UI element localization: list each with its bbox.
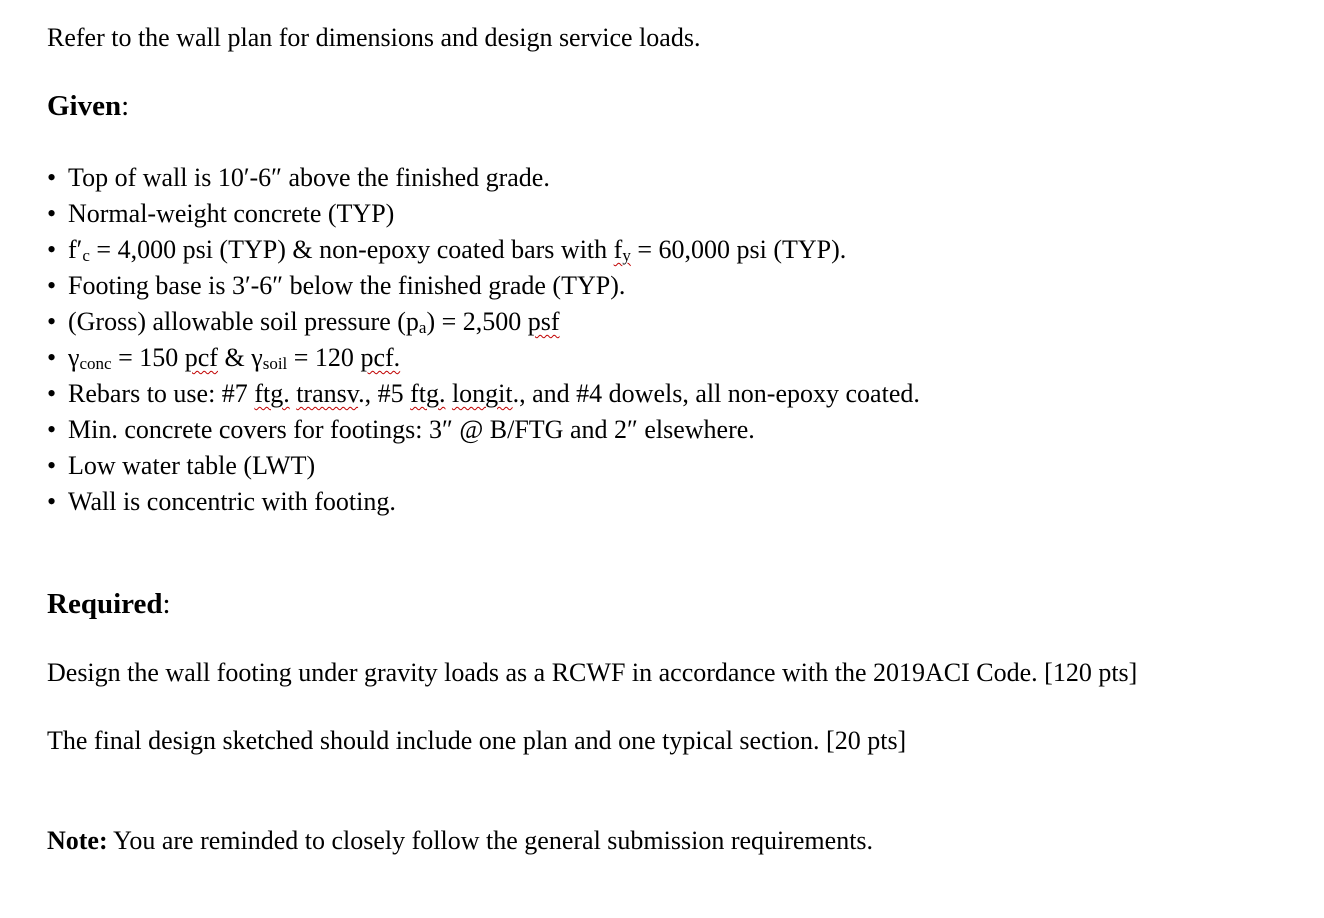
soil-pressure-value: ) = 2,500 [426,307,528,336]
conc-subscript: conc [79,354,112,373]
soil-pressure-text: (Gross) allowable soil pressure (p [68,307,419,336]
ampersand: & [217,343,252,372]
required-sketch-text: The final design sketched should include one plan and one typical section. [20 pts] [47,726,907,755]
bullet-icon: • [47,415,57,444]
rebars-mid: ., #5 [358,379,411,408]
bullet-icon: • [47,343,57,372]
fc-symbol: f′ [68,235,83,264]
given-item-water-table [47,448,920,484]
fc-subscript: c [82,246,90,265]
required-heading [47,586,171,622]
fy-text: = 60,000 psi (TYP). [630,235,847,264]
given-item-rebars [47,376,920,412]
pcf-unit-soil: pcf. [360,343,401,372]
pcf-unit-conc: pcf [184,343,218,372]
given-item-top-of-wall [47,160,920,196]
given-heading [47,88,129,124]
rebars-pre: Rebars to use: #7 [68,379,255,408]
required-heading-label: Required [47,588,163,620]
ftg-abbrev-2: ftg. [410,379,446,408]
gamma-conc-symbol: γ [68,343,80,372]
bullet-icon: • [47,235,57,264]
given-item-covers [47,412,920,448]
rebars-post: ., and #4 dowels, all non-epoxy coated. [512,379,920,408]
given-heading-colon: : [121,90,130,122]
covers-text: Min. concrete covers for footings: 3″ @ B/FTG and 2″ elsewhere. [68,415,755,444]
note-text: You are reminded to closely follow the general submission requirements. [107,826,874,855]
bullet-icon: • [47,451,57,480]
required-heading-colon: : [162,588,171,620]
given-item-material-strengths [47,232,920,268]
fy-subscript: y [622,246,631,265]
note-line [47,823,873,859]
given-heading-label: Given [47,90,122,122]
bullet-icon: • [47,307,57,336]
required-design-text: Design the wall footing under gravity loads as a RCWF in accordance with the 2019ACI Code. [120 pts] [47,658,1138,687]
bullet-icon: • [47,379,57,408]
longit-abbrev: longit [451,379,513,408]
bullet-icon: • [47,163,57,192]
given-item-soil-pressure [47,304,920,340]
fc-text: = 4,000 psi (TYP) & non-epoxy coated bars with [89,235,614,264]
intro-text: Refer to the wall plan for dimensions and design service loads. [47,23,701,52]
concrete-text: Normal-weight concrete (TYP) [68,199,395,228]
given-item-concrete [47,196,920,232]
fy-base: f [613,235,623,264]
given-item-footing-base [47,268,920,304]
concentric-text: Wall is concentric with footing. [68,487,396,516]
top-of-wall-text: Top of wall is 10′-6″ above the finished grade. [68,163,550,192]
fy-symbol [614,235,631,264]
pa-subscript: a [418,318,427,337]
ftg-abbrev-1: ftg. [254,379,290,408]
given-item-concentric [47,484,920,520]
bullet-icon: • [47,199,57,228]
footing-base-text: Footing base is 3′-6″ below the finished grade (TYP). [68,271,626,300]
given-item-unit-weights [47,340,920,376]
bullet-icon: • [47,271,57,300]
bullet-icon: • [47,487,57,516]
soil-subscript: soil [262,354,288,373]
note-label: Note: [47,826,108,855]
transv-abbrev: transv [296,379,359,408]
conc-value: = 150 [111,343,185,372]
gamma-soil-symbol: γ [251,343,263,372]
given-list [47,160,920,520]
soil-value: = 120 [287,343,361,372]
psf-unit: psf [527,307,560,336]
water-table-text: Low water table (LWT) [68,451,316,480]
